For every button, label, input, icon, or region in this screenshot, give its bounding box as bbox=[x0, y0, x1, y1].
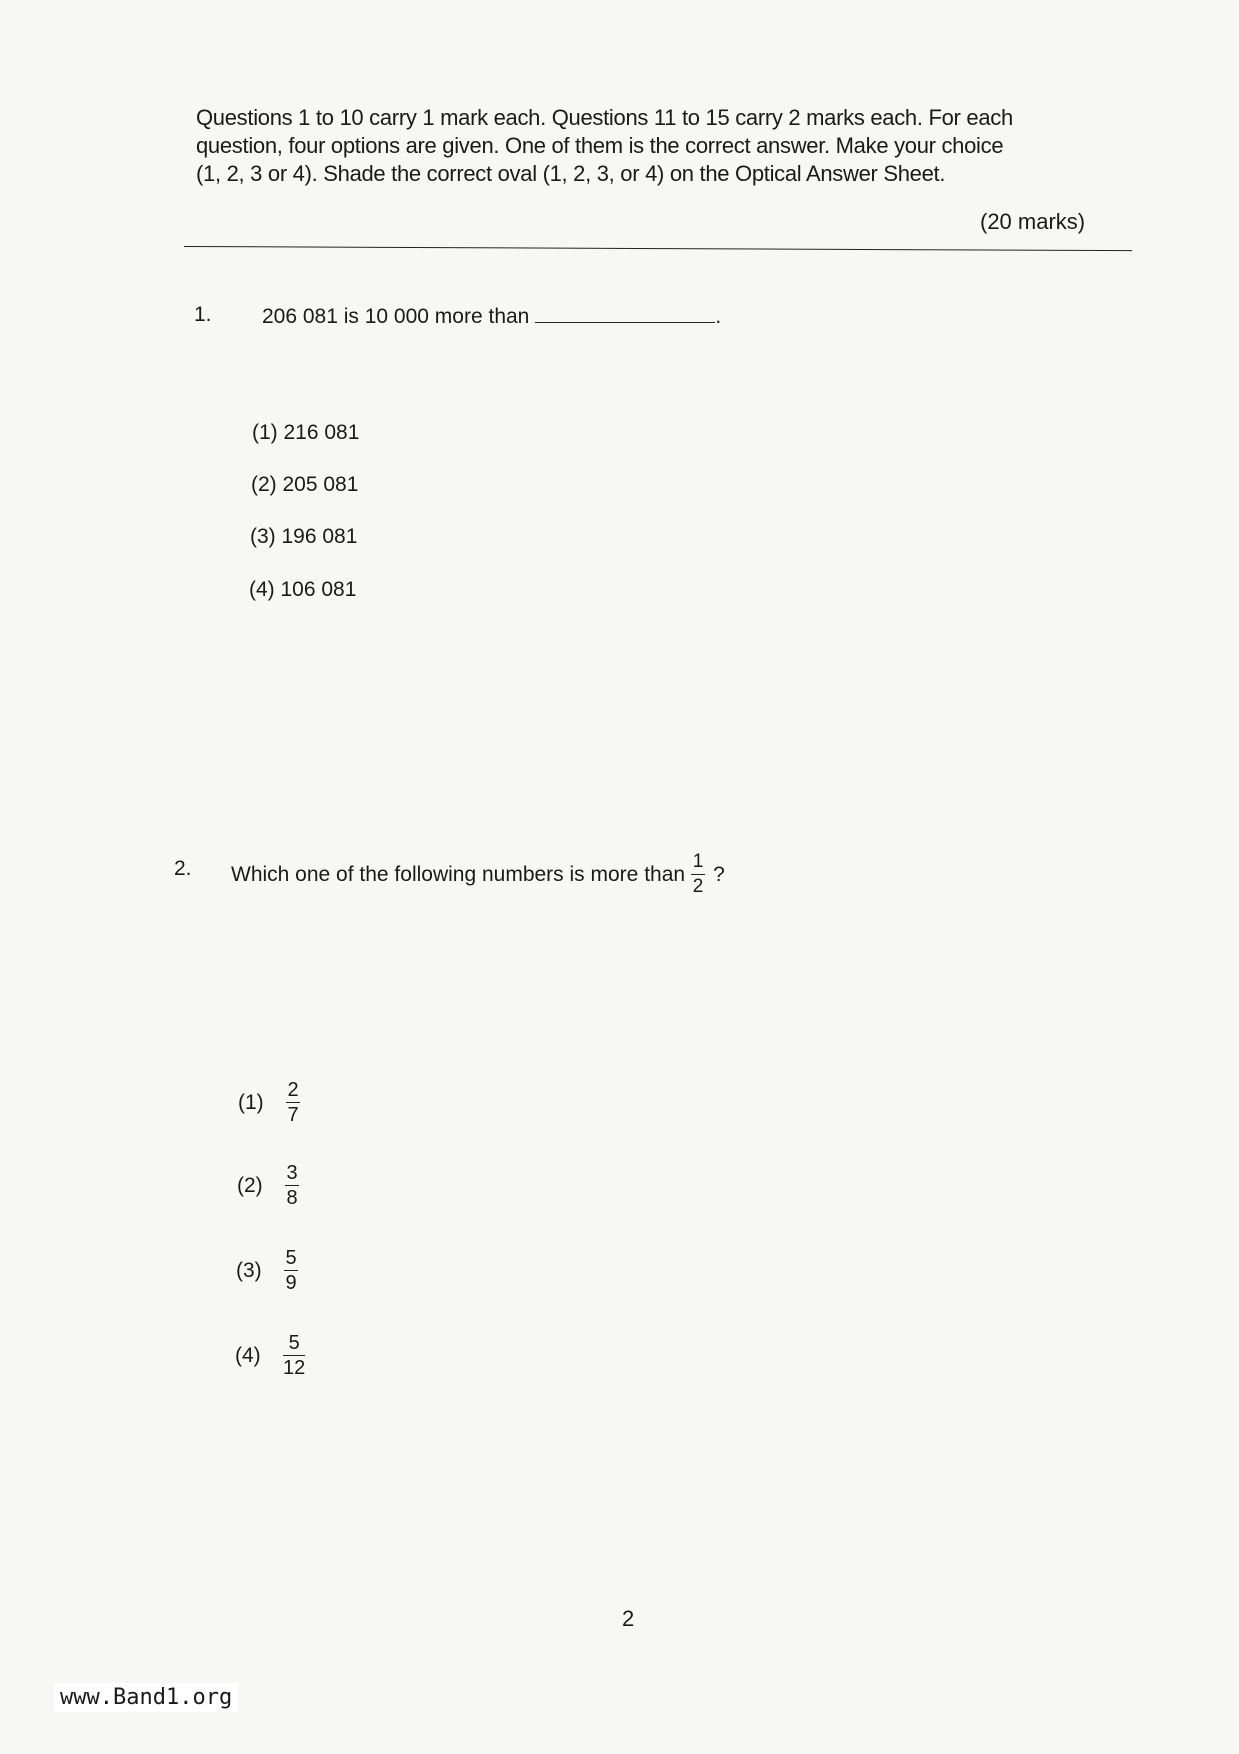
q2-option-1 bbox=[238, 1080, 300, 1125]
option-fraction bbox=[285, 1163, 299, 1208]
question-2-stem: Which one of the following numbers is more than bbox=[231, 862, 686, 886]
instructions-line-2: question, four options are given. One of them is the correct answer. Make your choice bbox=[196, 133, 1004, 158]
q2-option-2 bbox=[237, 1163, 299, 1208]
q1-option-2: (2) 205 081 bbox=[251, 473, 359, 496]
fraction-bar bbox=[285, 1185, 299, 1186]
question-2-fraction bbox=[691, 852, 705, 897]
footer-watermark: www.Band1.org bbox=[54, 1683, 238, 1712]
question-1-end: . bbox=[715, 305, 722, 328]
question-2-number: 2. bbox=[174, 857, 192, 880]
q1-option-4: (4) 106 081 bbox=[249, 578, 357, 601]
fraction-denominator: 12 bbox=[283, 1357, 306, 1379]
fraction-numerator: 3 bbox=[286, 1162, 298, 1184]
instructions bbox=[196, 104, 1112, 188]
question-2-end: ? bbox=[713, 862, 725, 886]
question-2-text bbox=[231, 852, 725, 897]
option-fraction bbox=[283, 1333, 305, 1378]
fraction-bar bbox=[691, 874, 705, 875]
option-label: (4) bbox=[235, 1343, 261, 1367]
question-1-number: 1. bbox=[194, 303, 212, 326]
fraction-numerator: 5 bbox=[288, 1332, 300, 1354]
fraction-denominator: 7 bbox=[287, 1104, 299, 1126]
q1-option-1: (1) 216 081 bbox=[252, 421, 360, 444]
fraction-denominator: 8 bbox=[286, 1187, 298, 1209]
fraction-bar bbox=[283, 1355, 305, 1356]
fraction-bar bbox=[286, 1102, 300, 1103]
option-fraction bbox=[284, 1248, 298, 1293]
marks-label: (20 marks) bbox=[980, 209, 1086, 234]
question-1-stem: 206 081 is 10 000 more than bbox=[262, 305, 530, 328]
instructions-line-1: Questions 1 to 10 carry 1 mark each. Questions 11 to 15 carry 2 marks each. For each bbox=[196, 105, 1013, 130]
q1-option-3: (3) 196 081 bbox=[250, 525, 358, 548]
option-label: (3) bbox=[236, 1258, 262, 1282]
option-label: (2) bbox=[237, 1173, 263, 1197]
q2-option-4 bbox=[235, 1333, 305, 1378]
q2-option-3 bbox=[236, 1248, 298, 1293]
fraction-bar bbox=[284, 1270, 298, 1271]
fraction-denominator: 2 bbox=[692, 876, 704, 897]
fraction-numerator: 1 bbox=[692, 851, 704, 872]
option-label: (1) bbox=[238, 1090, 264, 1114]
divider bbox=[184, 246, 1132, 251]
question-1-text bbox=[262, 305, 721, 329]
instructions-line-3: (1, 2, 3 or 4). Shade the correct oval (1, 2, 3, or 4) on the Optical Answer Sheet. bbox=[196, 161, 946, 186]
answer-blank bbox=[535, 308, 715, 323]
fraction-numerator: 2 bbox=[287, 1079, 299, 1101]
fraction-denominator: 9 bbox=[285, 1272, 297, 1294]
page-number: 2 bbox=[622, 1606, 635, 1631]
fraction-numerator: 5 bbox=[285, 1247, 297, 1269]
option-fraction bbox=[286, 1080, 300, 1125]
